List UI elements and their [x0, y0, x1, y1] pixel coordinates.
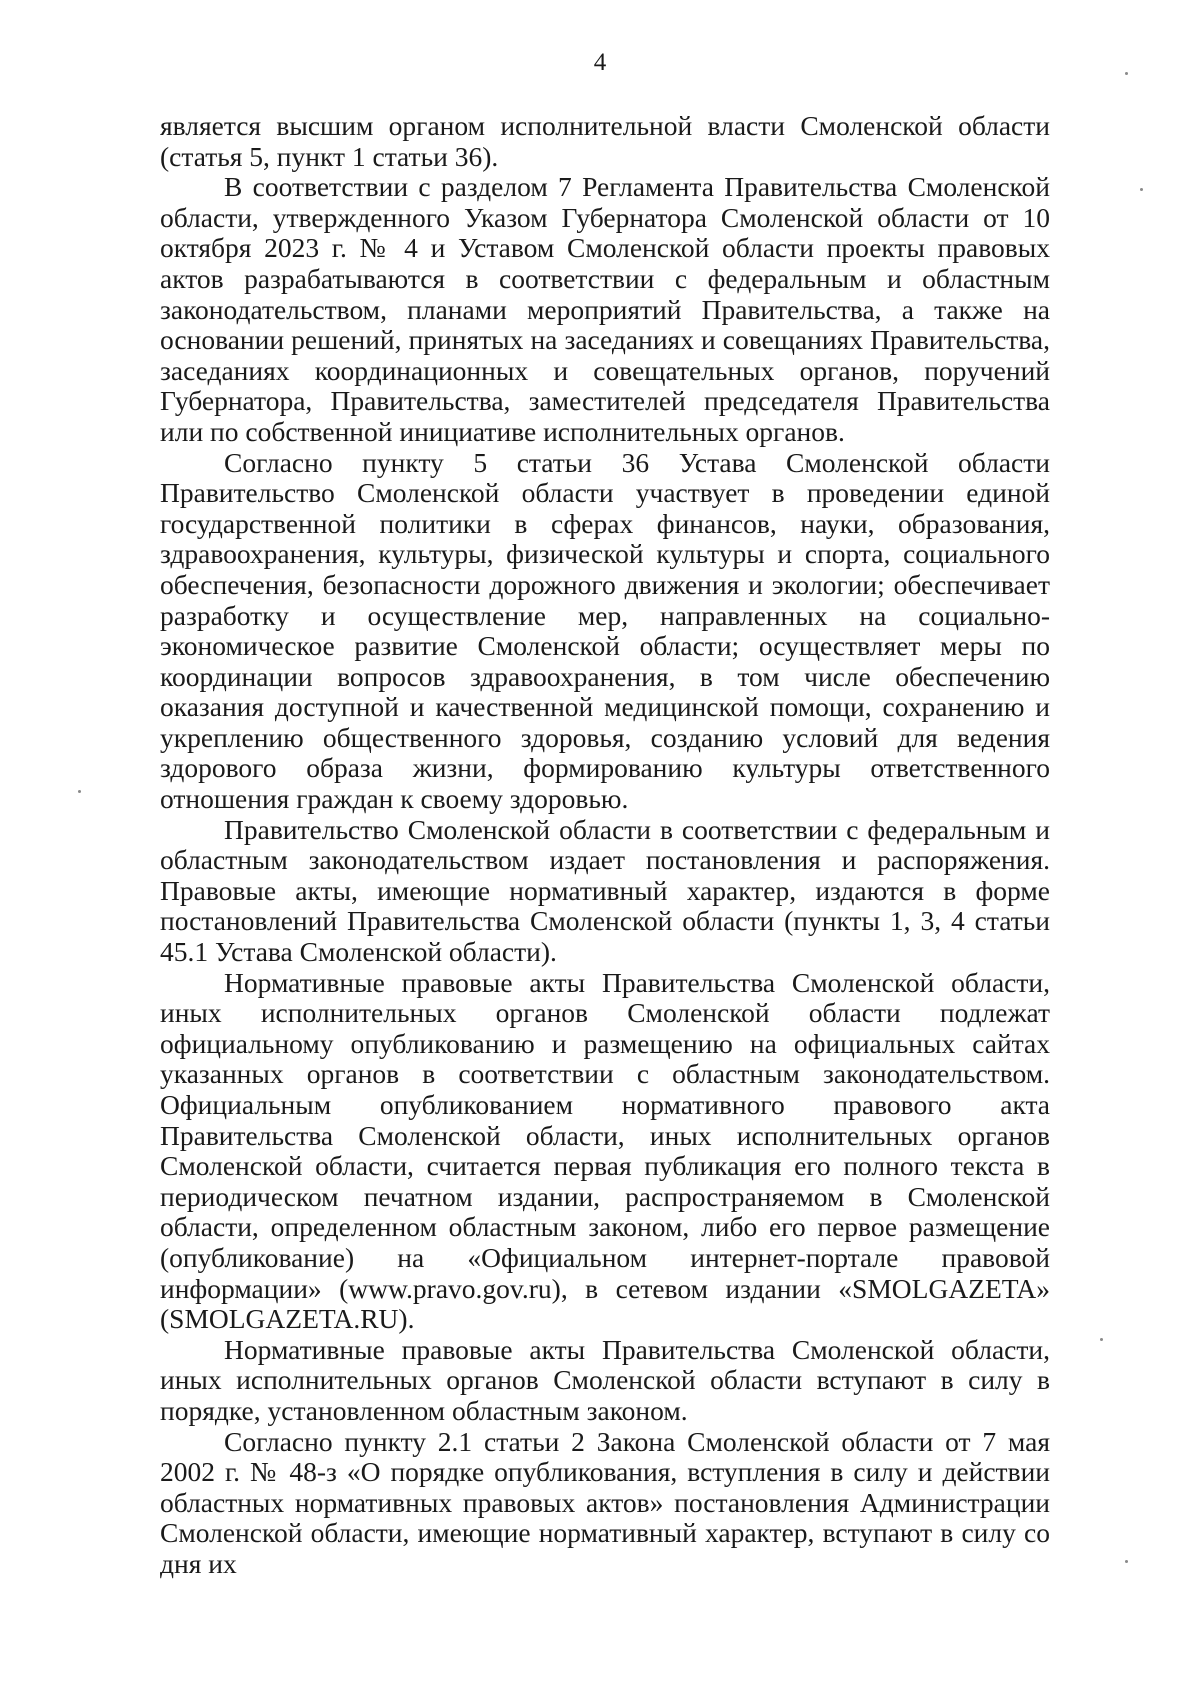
scan-speck [1100, 1338, 1103, 1341]
page-number: 4 [593, 49, 607, 76]
scan-speck [1140, 188, 1143, 191]
paragraph-regulation: В соответствии с разделом 7 Регламента Правительства Смоленской области, утвержденного Указом Губернатора Смоленской области от 10 октября 2023 г. № 4 и Уставом Смоленской области проекты правовых актов разрабатываются в соответствии с федеральным и областным законодательством, планами мероприятий Правительства, а также на основании решений, принятых на заседаниях и совещаниях Правительства, заседаниях координационных и совещательных органов, поручений Губернатора, Правительства, заместителей председателя Правительства или по собственной инициативе исполнительных органов. [160, 171, 1050, 447]
paragraph-continuation: является высшим органом исполнительной власти Смоленской области (статья 5, пункт 1 статьи 36). [160, 110, 1050, 172]
scan-speck [78, 790, 81, 793]
scan-speck [1125, 1560, 1128, 1563]
paragraph-law-reference: Согласно пункту 2.1 статьи 2 Закона Смоленской области от 7 мая 2002 г. № 48-з «О порядке опубликования, вступления в силу и действии областных нормативных правовых актов» постановления Администрации Смоленской области, имеющие нормативный характер, вступают в силу со дня их [160, 1425, 1050, 1579]
paragraph-entry-into-force: Нормативные правовые акты Правительства Смоленской области, иных исполнительных органов Смоленской области вступают в силу в порядке, установленном областным законом. [160, 1333, 1050, 1426]
paragraph-publication: Нормативные правовые акты Правительства Смоленской области, иных исполнительных органов Смоленской области подлежат официальному опубликованию и размещению на официальных сайтах указанных органов в соответствии с областным законодательством. Официальным опубликованием нормативного правового акта Правительства Смоленской области, иных исполнительных органов Смоленской области, считается первая публикация его полного текста в периодическом печатном издании, распространяемом в Смоленской области, определенном областным законом, либо его первое размещение (опубликование) на «Официальном интернет-портале правовой информации» (www.pravo.gov.ru), в сетевом издании «SMOLGAZETA» (SMOLGAZETA.RU). [160, 966, 1050, 1335]
scan-speck [1125, 72, 1128, 75]
paragraph-government-powers: Согласно пункту 5 статьи 36 Устава Смоленской области Правительство Смоленской области участвует в проведении единой государственной политики в сферах финансов, науки, образования, здравоохранения, культуры, физической культуры и спорта, социального обеспечения, безопасности дорожного движения и экологии; обеспечивает разработку и осуществление мер, направленных на социально-экономическое развитие Смоленской области; осуществляет меры по координации вопросов здравоохранения, в том числе обеспечению оказания доступной и качественной медицинской помощи, сохранению и укреплению общественного здоровья, созданию условий для ведения здорового образа жизни, формированию культуры ответственного отношения граждан к своему здоровью. [160, 446, 1050, 815]
paragraph-legal-acts: Правительство Смоленской области в соответствии с федеральным и областным законодательством издает постановления и распоряжения. Правовые акты, имеющие нормативный характер, издаются в форме постановлений Правительства Смоленской области (пункты 1, 3, 4 статьи 45.1 Устава Смоленской области). [160, 813, 1050, 968]
document-body [160, 111, 1050, 1580]
